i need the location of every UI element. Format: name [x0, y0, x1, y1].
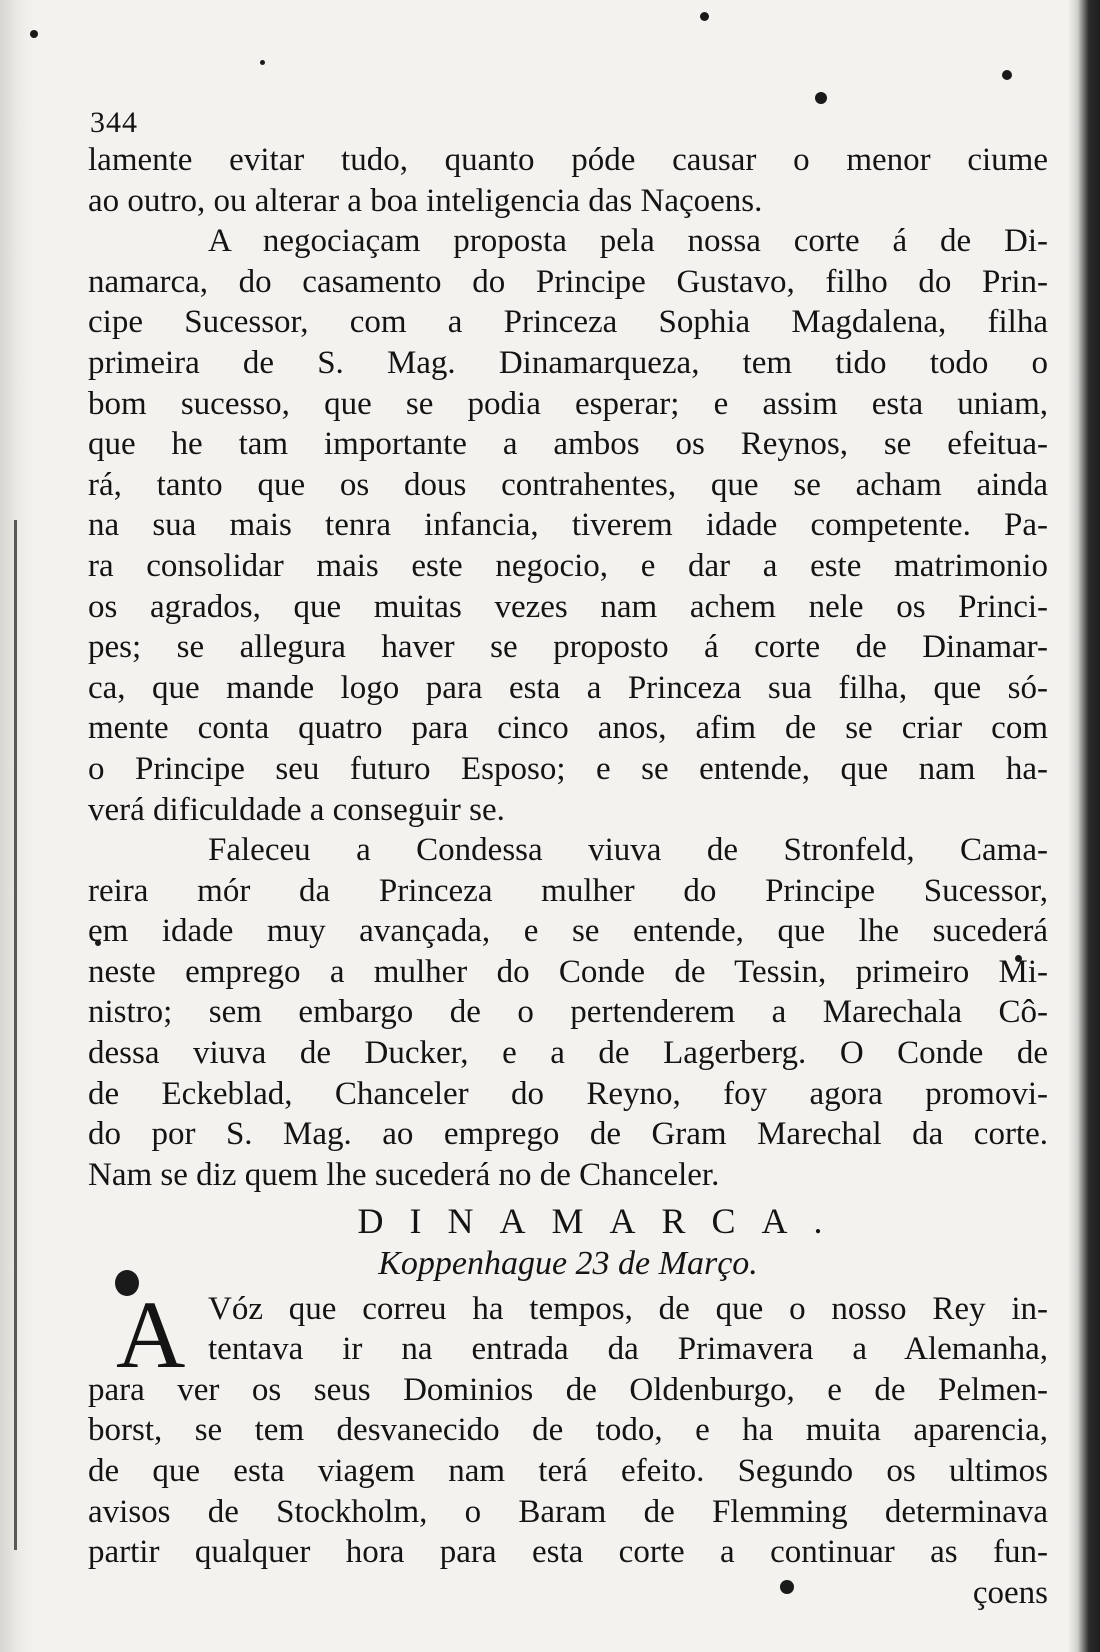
text-line: do por S. Mag. ao emprego de Gram Marechal da corte. — [88, 1116, 1048, 1153]
text-line: nistro; sem embargo de o pertenderem a Marechala Cô- — [88, 994, 1048, 1031]
text-line: em idade muy avançada, e se entende, que lhe sucederá — [88, 913, 1048, 950]
text-line: que he tam importante a ambos os Reynos, se efeitua- — [88, 426, 1048, 463]
text-line: primeira de S. Mag. Dinamarqueza, tem tido todo o — [88, 344, 1048, 381]
text-line: avisos de Stockholm, o Baram de Flemming determinava — [88, 1493, 1048, 1530]
text-line: os agrados, que muitas vezes nam achem nele os Princi- — [88, 588, 1048, 625]
section-heading: DINAMARCA. — [357, 1201, 849, 1242]
text-line: de que esta viagem nam terá efeito. Segundo os ultimos — [88, 1453, 1048, 1489]
paragraph-king-journey — [88, 1280, 1048, 1573]
catchword: çoens — [972, 1574, 1048, 1611]
text-line: na sua mais tenra infancia, tiverem idade competente. Pa- — [88, 507, 1048, 544]
text-line: reira mór da Princeza mulher do Principe Sucessor, — [88, 872, 1048, 909]
text-line: borst, se tem desvanecido de todo, e ha muita aparencia, — [88, 1412, 1048, 1449]
text-line: neste emprego a mulher do Conde de Tessin, primeiro Mi- — [88, 953, 1048, 990]
book-page — [88, 108, 1048, 1613]
drop-cap: A — [116, 1280, 186, 1388]
paragraph-continuation — [88, 140, 1048, 221]
text-line: tentava ir na entrada da Primavera a Alemanha, — [208, 1331, 1048, 1368]
text-line: verá dificuldade a conseguir se. — [88, 791, 505, 828]
text-line: Vóz que correu ha tempos, de que o nosso Rey in- — [208, 1290, 1048, 1327]
scan-right-edge — [1068, 0, 1100, 1652]
text-line: cipe Sucessor, com a Princeza Sophia Magdalena, filha — [88, 304, 1048, 341]
text-line: partir qualquer hora para esta corte a continuar as fun- — [88, 1534, 1048, 1571]
text-line: rá, tanto que os dous contrahentes, que se acham ainda — [88, 466, 1048, 503]
page-fold-shadow — [14, 520, 17, 1550]
text-line: bom sucesso, que se podia esperar; e assim esta uniam, — [88, 385, 1048, 422]
ink-speck — [260, 60, 265, 65]
text-line: de Eckeblad, Chanceler do Reyno, foy agora promovi- — [88, 1075, 1048, 1112]
text-line: ao outro, ou alterar a boa inteligencia das Naçoens. — [88, 182, 763, 219]
ink-speck — [700, 12, 709, 21]
text-line: mente conta quatro para cinco anos, afim de se criar com — [88, 710, 1048, 747]
text-line: namarca, do casamento do Principe Gustavo, filho do Prin- — [88, 263, 1048, 300]
text-line: ca, que mande logo para esta a Princeza sua filha, que só- — [88, 669, 1048, 706]
scan-left-margin — [0, 0, 34, 1652]
text-line: para ver os seus Dominios de Oldenburgo, e de Pelmen- — [88, 1371, 1048, 1408]
text-line: Nam se diz quem lhe sucederá no de Chanceler. — [88, 1156, 720, 1193]
ink-speck — [815, 92, 827, 104]
dateline: Koppenhague 23 de Março. — [378, 1245, 758, 1283]
text-line: o Principe seu futuro Esposo; e se entende, que nam ha- — [88, 750, 1048, 787]
text-line: ra consolidar mais este negocio, e dar a este matrimonio — [88, 547, 1048, 584]
text-line: pes; se allegura haver se proposto á corte de Dinamar- — [88, 629, 1048, 666]
ink-speck — [30, 30, 38, 38]
text-line: A negociaçam proposta pela nossa corte á de Di- — [208, 223, 1048, 260]
page-number: 344 — [90, 106, 138, 139]
text-line: dessa viuva de Ducker, e a de Lagerberg. O Conde de — [88, 1035, 1048, 1072]
ink-speck — [1002, 70, 1012, 80]
text-line: Faleceu a Condessa viuva de Stronfeld, Cama- — [208, 832, 1048, 869]
paragraph-countess-death — [88, 830, 1048, 1195]
paragraph-marriage-negotiation — [88, 221, 1048, 830]
text-line: lamente evitar tudo, quanto póde causar o menor ciume — [88, 142, 1048, 178]
